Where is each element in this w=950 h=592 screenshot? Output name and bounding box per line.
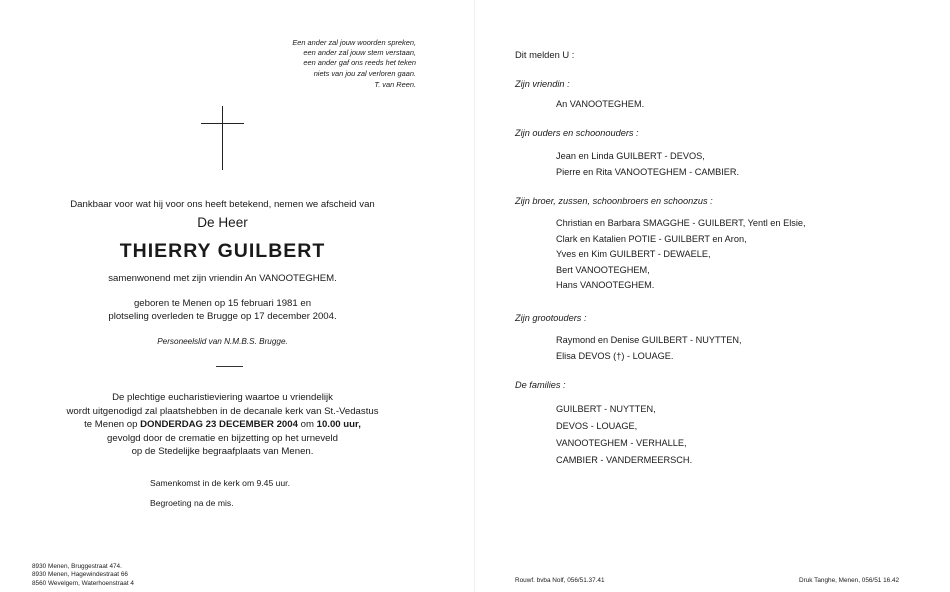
address-line: 8560 Wevelgem, Waterhoenstraat 4 <box>32 579 134 587</box>
greeting-text: Begroeting na de mis. <box>150 498 234 508</box>
section-list-broer-zussen <box>556 216 806 294</box>
section-heading-broer-zussen: Zijn broer, zussen, schoonbroers en schoonzus : <box>515 196 713 206</box>
list-item: GUILBERT - NUYTTEN, <box>556 404 656 414</box>
section-heading-vriendin: Zijn vriendin : <box>515 79 570 89</box>
ceremony-time: 10.00 uur, <box>316 419 361 431</box>
ceremony-text: te Menen op <box>84 419 138 431</box>
page-fold <box>474 0 475 592</box>
undertaker-info: Rouwf. bvba Nolf, 056/51.37.41 <box>515 577 605 584</box>
poem-line: Een ander zal jouw woorden spreken, <box>292 38 416 47</box>
intro-text: Dankbaar voor wat hij voor ons heeft betekend, nemen we afscheid van <box>70 199 375 210</box>
cross-icon-bar <box>201 123 244 124</box>
ceremony-line: gevolgd door de crematie en bijzetting op het urneveld <box>107 432 338 444</box>
address-line: 8930 Menen, Hagewindestraat 66 <box>32 571 128 579</box>
section-list-vriendin <box>556 97 644 113</box>
section-heading-families: De families : <box>515 380 566 390</box>
list-item: CAMBIER - VANDERMEERSCH. <box>556 455 693 465</box>
deceased-name: THIERRY GUILBERT <box>119 240 326 262</box>
addresses <box>32 563 134 588</box>
list-item: An VANOOTEGHEM. <box>556 99 645 109</box>
list-item: Jean en Linda GUILBERT - DEVOS, <box>556 151 705 161</box>
gathering-text: Samenkomst in de kerk om 9.45 uur. <box>150 478 290 488</box>
list-item: Elisa DEVOS (†) - LOUAGE. <box>556 350 674 361</box>
partner-text: samenwonend met zijn vriendin An VANOOTEGHEM. <box>108 273 337 284</box>
list-item: Yves en Kim GUILBERT - DEWAELE, <box>556 249 711 259</box>
ceremony-text: om <box>300 419 314 431</box>
birth-text: geboren te Menen op 15 februari 1981 en <box>133 298 312 309</box>
list-item: Pierre en Rita VANOOTEGHEM - CAMBIER. <box>556 166 740 177</box>
list-item: Raymond en Denise GUILBERT - NUYTTEN, <box>556 335 742 345</box>
ceremony-line: De plechtige eucharistieviering waartoe u vriendelijk <box>112 392 333 403</box>
ceremony-line: op de Stedelijke begraafplaats van Menen. <box>131 446 314 458</box>
announcement-intro: Dit melden U : <box>515 49 575 60</box>
poem-author: T. van Reen. <box>374 80 416 89</box>
list-item: Clark en Katalien POTIE - GUILBERT en Aron, <box>556 233 747 244</box>
poem-line: een ander gaf ons reeds het teken <box>303 58 416 68</box>
poem-line: een ander zal jouw stem verstaan, <box>303 48 416 58</box>
list-item: Hans VANOOTEGHEM. <box>556 280 655 290</box>
printer-info: Druk Tanghe, Menen, 056/51 16.42 <box>799 577 900 584</box>
death-text: plotseling overleden te Brugge op 17 december 2004. <box>108 311 337 322</box>
list-item: DEVOS - LOUAGE, <box>556 421 638 431</box>
list-item: Christian en Barbara SMAGGHE - GUILBERT, Yentl en Elsie, <box>556 218 806 228</box>
section-list-ouders <box>556 149 739 180</box>
section-list-families <box>556 401 692 469</box>
ceremony-date: DONDERDAG 23 DECEMBER 2004 <box>140 419 298 431</box>
ceremony-line <box>0 418 445 432</box>
poem <box>230 38 416 79</box>
list-item: Bert VANOOTEGHEM, <box>556 264 650 275</box>
divider <box>216 366 243 367</box>
title: De Heer <box>197 215 248 230</box>
section-heading-grootouders: Zijn grootouders : <box>515 313 587 323</box>
list-item: VANOOTEGHEM - VERHALLE, <box>556 438 687 448</box>
poem-line: niets van jou zal verloren gaan. <box>313 68 416 78</box>
ceremony-line: wordt uitgenodigd zal plaatshebben in de decanale kerk van St.-Vedastus <box>66 405 379 417</box>
section-heading-ouders: Zijn ouders en schoonouders : <box>515 128 639 138</box>
section-list-grootouders <box>556 333 742 364</box>
cross-icon <box>222 106 223 170</box>
employment-text: Personeelslid van N.M.B.S. Brugge. <box>157 337 288 346</box>
ceremony-block <box>0 391 445 459</box>
address-line: 8930 Menen, Bruggestraat 474. <box>32 563 122 570</box>
